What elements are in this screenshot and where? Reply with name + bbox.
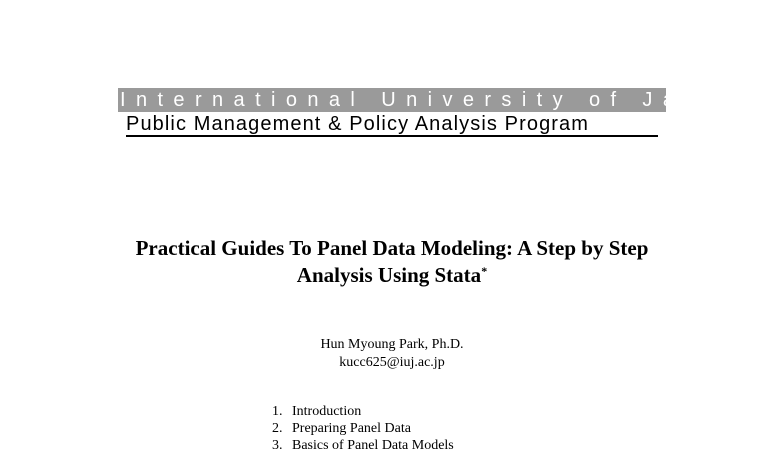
author-name: Hun Myoung Park, Ph.D. [320, 337, 464, 352]
title-line-2 [92, 262, 692, 289]
paper-title [92, 235, 692, 289]
program-name [126, 113, 658, 137]
toc-item-number: 1. [272, 404, 283, 419]
title-line-1: Practical Guides To Panel Data Modeling: A Step by Step [135, 236, 649, 260]
toc-item-label: Basics of Panel Data Models [292, 438, 454, 453]
toc-item [272, 403, 454, 420]
author-block [192, 336, 592, 372]
institution-banner [118, 88, 749, 112]
toc-item [272, 420, 454, 437]
toc-item [272, 437, 454, 454]
table-of-contents [272, 403, 454, 454]
author-email: kucc625@iuj.ac.jp [339, 355, 445, 370]
toc-item-number: 2. [272, 421, 283, 436]
footnote-mark: * [481, 264, 488, 278]
program-label: Public Management & Policy Analysis Program [126, 113, 590, 135]
title-line-2-text: Analysis Using Stata [296, 263, 482, 287]
institution-name: International University of Japan [120, 89, 749, 111]
toc-item-label: Introduction [292, 404, 362, 419]
toc-item-label: Preparing Panel Data [292, 421, 411, 436]
toc-item-number: 3. [272, 438, 283, 453]
